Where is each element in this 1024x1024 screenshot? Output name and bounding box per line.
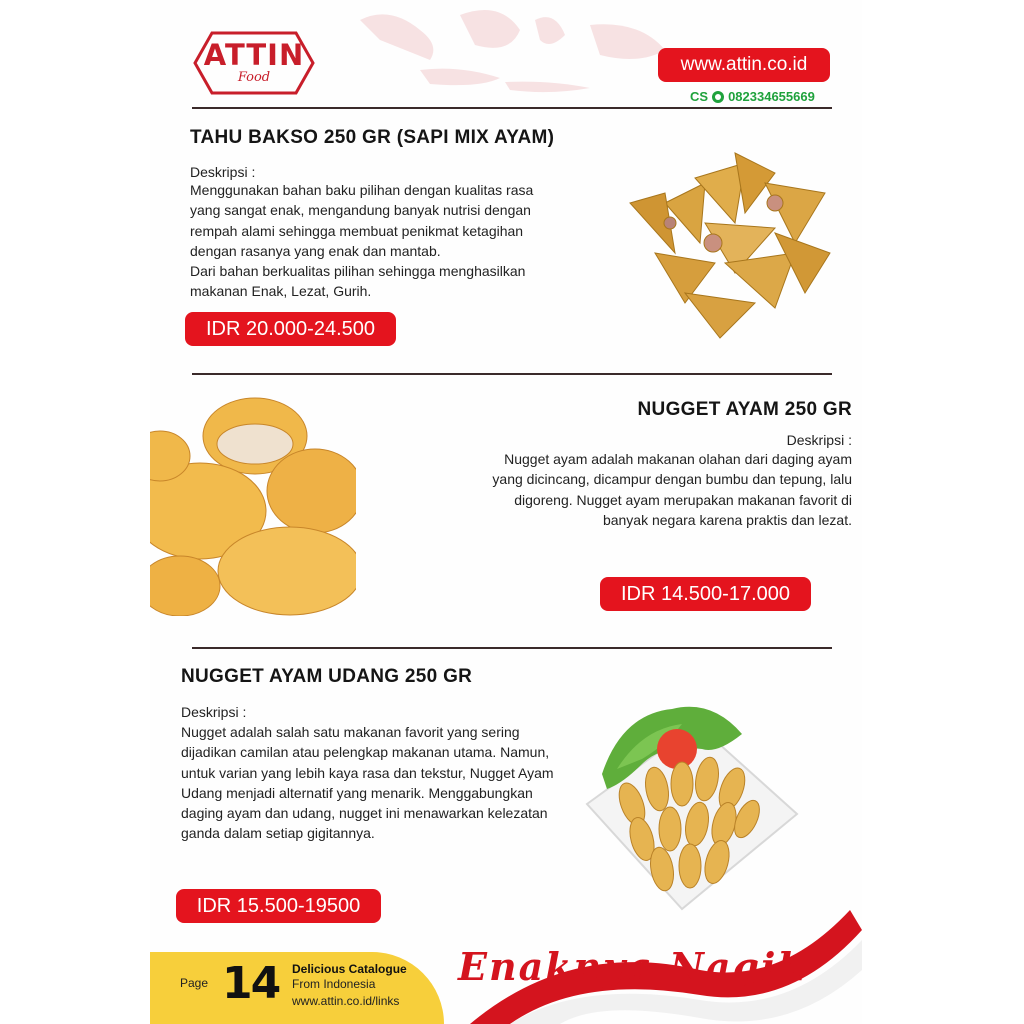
indonesia-map-watermark	[350, 0, 670, 110]
cs-phone: 082334655669	[728, 89, 815, 104]
nugget-ayam-udang-image	[582, 694, 802, 914]
attin-food-logo	[192, 30, 316, 96]
divider-1	[192, 373, 832, 375]
product-description: Nugget ayam adalah makanan olahan dari daging ayam yang dicincang, dicampur dengan bumbu dan tepung, lalu digoreng. Nugget ayam merupakan makanan favorit di banyak negara karena praktis dan lezat.	[492, 451, 852, 528]
footer-from-text: From Indonesia	[292, 977, 376, 991]
slogan-text: Enaknya Nagih	[458, 944, 808, 989]
footer-page-label: Page	[180, 976, 209, 990]
price-badge-tahu-bakso: IDR 20.000-24.500	[185, 312, 396, 346]
divider-2	[192, 647, 832, 649]
product-title-nugget-ayam-udang: NUGGET AYAM UDANG 250 GR	[181, 666, 473, 687]
product-description: Nugget adalah salah satu makanan favorit yang sering dijadikan camilan atau pelengkap makanan utama. Namun, untuk varian yang lebih kaya rasa dan tekstur, Nugget Ayam Udang menjadi alternatif yang menarik. Menggabungkan daging ayam dan udang, nugget ini menawarkan kelezatan ganda dalam setiap gigitannya.	[181, 724, 554, 842]
price-badge-nugget-ayam-udang: IDR 15.500-19500	[176, 889, 381, 923]
logo-sub-text: Food	[237, 70, 271, 85]
customer-service-contact[interactable]	[690, 89, 815, 104]
product-title-nugget-ayam: NUGGET AYAM 250 GR	[637, 399, 852, 420]
logo-main-text: ATTIN	[203, 38, 305, 72]
product-desc-label: Deskripsi :	[181, 704, 247, 720]
footer-catalogue-title: Delicious Catalogue	[292, 962, 407, 976]
price-badge-nugget-ayam: IDR 14.500-17.000	[600, 577, 811, 611]
footer-link[interactable]: www.attin.co.id/links	[292, 994, 400, 1008]
product-description: Menggunakan bahan baku pilihan dengan kualitas rasa yang sangat enak, mengandung banyak nutrisi dengan rempah alami sehingga membuat penikmat ketagihan dengan rasanya yang enak dan mantab. Dari bahan berkualitas pilihan sehingga menghasilkan makanan Enak, Lezat, Gurih.	[190, 182, 534, 300]
website-button[interactable]: www.attin.co.id	[658, 48, 830, 82]
product-desc-label: Deskripsi :	[190, 164, 256, 180]
tahu-bakso-image	[625, 143, 835, 343]
product-desc-label: Deskripsi :	[786, 432, 852, 448]
cs-label: CS	[690, 89, 709, 104]
catalogue-page	[150, 0, 862, 1024]
divider-top	[192, 107, 832, 109]
product-title-tahu-bakso: TAHU BAKSO 250 GR (SAPI MIX AYAM)	[190, 127, 555, 148]
nugget-ayam-image	[150, 396, 356, 616]
whatsapp-icon	[712, 91, 724, 103]
footer-page-number: 14	[222, 958, 280, 1009]
